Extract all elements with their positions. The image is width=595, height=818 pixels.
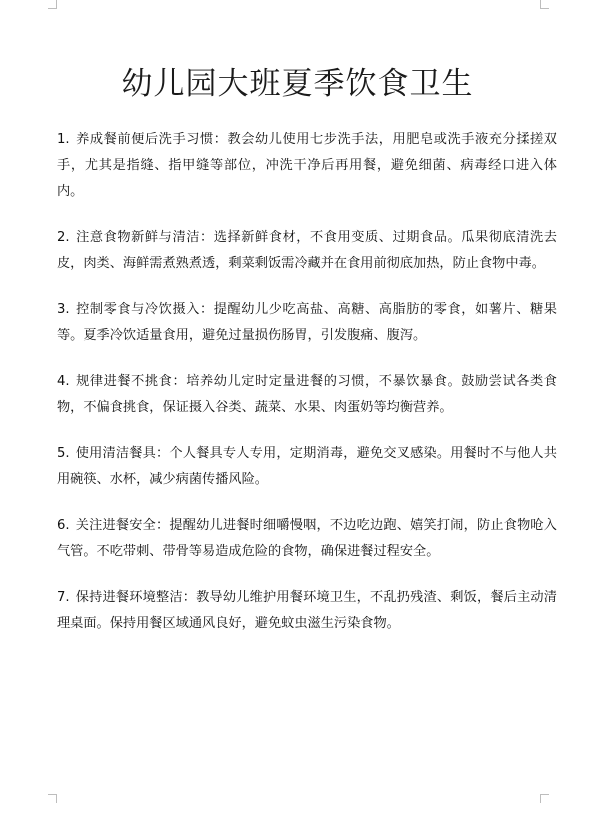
paragraph-text: 控制零食与冷饮摄入：提醒幼儿少吃高盐、高糖、高脂肪的零食，如薯片、糖果等。夏季冷饮适量食用，避免过量损伤肠胃，引发腹痛、腹泻。 [57,302,557,343]
paragraph-5 [57,441,557,493]
paragraph-number: 7. [57,590,70,605]
crop-mark-top-right [540,0,549,9]
paragraph-4 [57,369,557,421]
paragraph-2 [57,225,557,277]
crop-mark-bottom-right [540,794,549,803]
paragraph-text: 保持进餐环境整洁：教导幼儿维护用餐环境卫生，不乱扔残渣、剩饭，餐后主动清理桌面。保持用餐区域通风良好，避免蚊虫滋生污染食物。 [57,590,557,631]
paragraph-text: 注意食物新鲜与清洁：选择新鲜食材，不食用变质、过期食品。瓜果彻底清洗去皮，肉类、海鲜需煮熟煮透，剩菜剩饭需冷藏并在食用前彻底加热，防止食物中毒。 [57,230,557,271]
paragraph-number: 3. [57,302,70,317]
paragraph-text: 养成餐前便后洗手习惯：教会幼儿使用七步洗手法，用肥皂或洗手液充分揉搓双手，尤其是指缝、指甲缝等部位，冲洗干净后再用餐，避免细菌、病毒经口进入体内。 [57,132,557,199]
document-title: 幼儿园大班夏季饮食卫生 [121,66,474,102]
paragraph-number: 2. [57,230,70,245]
paragraph-3 [57,297,557,349]
paragraph-text: 规律进餐不挑食：培养幼儿定时定量进餐的习惯，不暴饮暴食。鼓励尝试各类食物，不偏食挑食，保证摄入谷类、蔬菜、水果、肉蛋奶等均衡营养。 [57,374,557,415]
document-body [57,127,557,657]
paragraph-text: 关注进餐安全：提醒幼儿进餐时细嚼慢咽，不边吃边跑、嬉笑打闹，防止食物呛入气管。不吃带刺、带骨等易造成危险的食物，确保进餐过程安全。 [57,518,557,559]
paragraph-number: 5. [57,446,70,461]
paragraph-6 [57,513,557,565]
paragraph-number: 1. [57,132,70,147]
paragraph-7 [57,585,557,637]
paragraph-text: 使用清洁餐具：个人餐具专人专用，定期消毒，避免交叉感染。用餐时不与他人共用碗筷、水杯，减少病菌传播风险。 [57,446,557,487]
crop-mark-bottom-left [48,794,57,803]
crop-mark-top-left [48,0,57,9]
paragraph-1 [57,127,557,205]
paragraph-number: 4. [57,374,70,389]
paragraph-number: 6. [57,518,70,533]
